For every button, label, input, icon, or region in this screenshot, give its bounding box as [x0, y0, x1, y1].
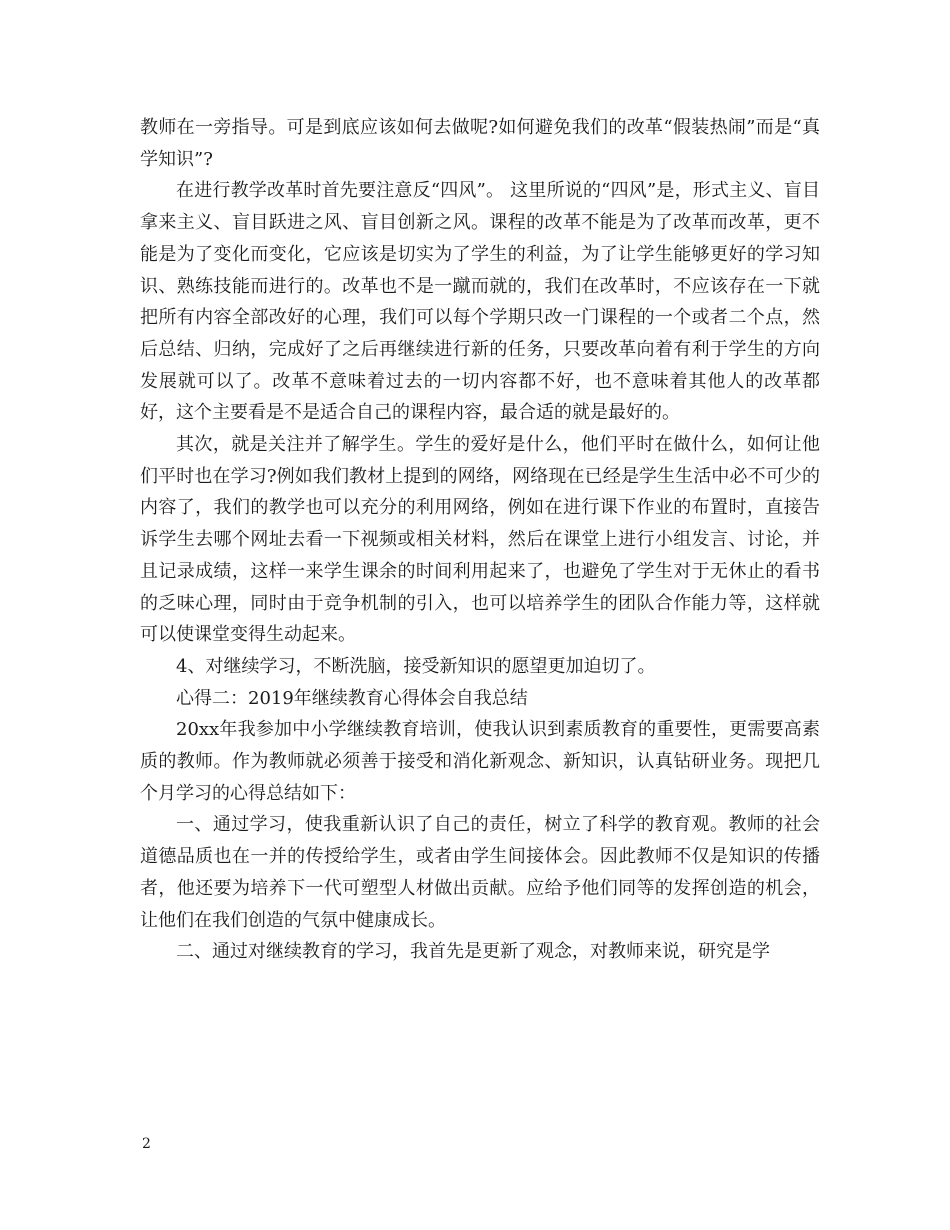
- paragraph: 其次，就是关注并了解学生。学生的爱好是什么，他们平时在做什么，如何让他们平时也在学习?例如我们教材上提到的网络，网络现在已经是学生生活中必不可少的内容了，我们的教学也可以充分的利用网络，例如在进行课下作业的布置时，直接告诉学生去哪个网址去看一下视频或相关材料，然后在课堂上进行小组发言、讨论，并且记录成绩，这样一来学生课余的时间利用起来了，也避免了学生对于无休止的看书的乏味心理，同时由于竞争机制的引入，也可以培养学生的团队合作能力等，这样就可以使课堂变得生动起来。: [140, 434, 820, 646]
- document-body: [140, 112, 820, 968]
- paragraph: 在进行教学改革时首先要注意反“四风”。 这里所说的“四风”是，形式主义、盲目拿来主义、盲目跃进之风、盲目创新之风。课程的改革不能是为了改革而改革，更不能是为了变化而变化，它应该是切实为了学生的利益，为了让学生能够更好的学习知识、熟练技能而进行的。改革也不是一蹴而就的，我们在改革时，不应该存在一下就把所有内容全部改好的心理，我们可以每个学期只改一门课程的一个或者二个点，然后总结、归纳，完成好了之后再继续进行新的任务，只要改革向着有利于学生的方向发展就可以了。改革不意味着过去的一切内容都不好，也不意味着其他人的改革都好，这个主要看是不是适合自己的课程内容，最合适的就是最好的。: [140, 180, 820, 424]
- paragraph: 4、对继续学习，不断洗脑，接受新知识的愿望更加迫切了。: [176, 655, 656, 677]
- page-number: 2: [142, 1136, 151, 1152]
- paragraph: 一、通过学习，使我重新认识了自己的责任，树立了科学的教育观。教师的社会道德品质也在一并的传授给学生，或者由学生间接体会。因此教师不仅是知识的传播者，他还要为培养下一代可塑型人材做出贡献。应给予他们同等的发挥创造的机会，让他们在我们创造的气氛中健康成长。: [140, 814, 820, 931]
- section-heading: 心得二：2019年继续教育心得体会自我总结: [176, 687, 528, 709]
- paragraph: 二、通过对继续教育的学习，我首先是更新了观念，对教师来说，研究是学: [176, 941, 770, 963]
- paragraph: 20xx年我参加中小学继续教育培训，使我认识到素质教育的重要性，更需要高素质的教师。作为教师就必须善于接受和消化新观念、新知识，认真钻研业务。现把几个月学习的心得总结如下：: [140, 719, 820, 804]
- paragraph: 教师在一旁指导。可是到底应该如何去做呢?如何避免我们的改革“假装热闹”而是“真学知识”?: [140, 117, 820, 170]
